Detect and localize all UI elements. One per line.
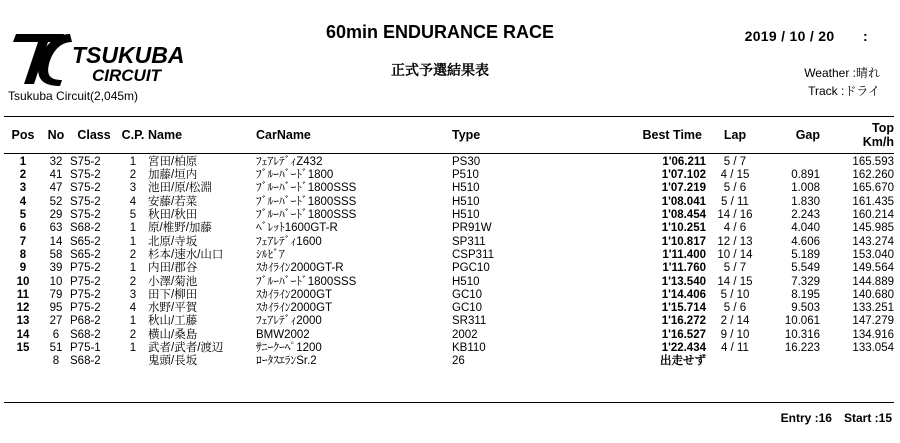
- cell-cp: 2: [129, 169, 137, 182]
- col-header-no: No: [42, 117, 70, 154]
- cell-class: S68-2: [70, 328, 101, 341]
- cell-pos: 10: [16, 275, 30, 288]
- cell-lap: 4 / 11: [721, 342, 749, 354]
- cell-best: 1'11.400: [662, 248, 706, 261]
- cell-cp: 2: [129, 275, 137, 288]
- cell-best: 1'13.540: [661, 275, 706, 288]
- race-date: 2019 / 10 / 20 :: [744, 28, 868, 44]
- cell-pos: 11: [16, 288, 30, 301]
- cell-name: 杉本/速水/山口: [148, 248, 224, 261]
- cell-lap: 5 / 6: [723, 302, 747, 315]
- cell-top: 165.593: [852, 156, 894, 168]
- cell-pos: 2: [19, 169, 27, 182]
- cell-name: 鬼頭/長坂: [148, 355, 198, 368]
- cell-best: 1'07.219: [661, 182, 706, 195]
- cell-name: 安藤/若菜: [148, 195, 198, 208]
- cell-pos: 7: [19, 235, 27, 248]
- cell-cp: 2: [129, 248, 137, 261]
- cell-type: CSP311: [452, 248, 494, 261]
- cell-best: 1'08.041: [661, 195, 706, 208]
- cell-car: ﾌﾞﾙｰﾊﾞｰﾄﾞ1800SSS: [256, 182, 357, 195]
- col-header-cp: C.P.: [118, 117, 148, 154]
- weather-label: Weather :晴れ: [804, 66, 880, 80]
- cell-best: 1'10.251: [661, 222, 706, 235]
- cell-car: ﾌﾞﾙｰﾊﾞｰﾄﾞ1800SSS: [256, 195, 357, 208]
- cell-class: S65-2: [70, 235, 101, 248]
- table-row: [4, 249, 894, 262]
- cell-cp: 4: [129, 302, 137, 315]
- cell-pos: 3: [19, 182, 27, 195]
- cell-gap: [764, 355, 820, 368]
- venue-label: Tsukuba Circuit(2,045m): [8, 89, 139, 103]
- cell-lap: 2 / 14: [720, 315, 750, 328]
- cell-car: ﾌﾞﾙｰﾊﾞｰﾄﾞ1800: [256, 169, 334, 182]
- col-header-lap: Lap: [706, 117, 764, 154]
- col-header-top: [820, 117, 894, 154]
- cell-cp: 3: [129, 288, 137, 301]
- footer-divider: [4, 402, 894, 403]
- cell-best: 1'06.211: [662, 156, 706, 168]
- cell-gap: 0.891: [791, 169, 820, 182]
- table-row: [4, 302, 894, 315]
- cell-class: S75-2: [70, 156, 101, 168]
- cell-type: SP311: [452, 235, 486, 248]
- cell-no: 47: [49, 182, 63, 195]
- cell-no: 52: [49, 195, 63, 208]
- cell-class: S68-2: [70, 355, 101, 368]
- cell-car: ﾛｰﾀｽｴﾗﾝSr.2: [256, 355, 317, 368]
- cell-class: P75-2: [70, 262, 101, 275]
- cell-car: ﾍﾞﾚｯﾄ1600GT-R: [256, 222, 338, 235]
- cell-no: 32: [49, 156, 63, 168]
- track-condition-label: Track :ドライ: [808, 84, 880, 98]
- cell-pos: 13: [16, 315, 30, 328]
- page-title: 60min ENDURANCE RACE: [325, 22, 555, 42]
- cell-gap: [764, 154, 820, 170]
- cell-no: 95: [49, 302, 63, 315]
- cell-type: H510: [452, 182, 480, 195]
- table-row: [4, 355, 894, 368]
- cell-no: 27: [49, 315, 63, 328]
- cell-car: ﾌﾞﾙｰﾊﾞｰﾄﾞ1800SSS: [256, 275, 357, 288]
- cell-name: 小澤/菊池: [148, 275, 198, 288]
- cell-gap: 8.195: [791, 288, 820, 301]
- cell-class: P75-1: [70, 342, 101, 354]
- cell-name: 池田/原/松淵: [148, 182, 212, 195]
- cell-class: P75-2: [70, 288, 101, 301]
- cell-top: 162.260: [852, 169, 894, 182]
- cell-lap: 14 / 16: [717, 209, 753, 222]
- cell-best: 1'22.434: [661, 342, 706, 354]
- cell-gap: 16.223: [784, 342, 820, 354]
- cell-pos: 1: [19, 156, 27, 168]
- cell-best: 1'16.272: [661, 315, 706, 328]
- cell-no: 79: [49, 288, 63, 301]
- cell-best: 1'15.714: [661, 302, 706, 315]
- table-row: [4, 315, 894, 328]
- cell-gap: 5.189: [791, 248, 820, 261]
- cell-cp: 1: [129, 315, 137, 328]
- cell-lap: 12 / 13: [717, 235, 753, 248]
- col-header-type: Type: [452, 117, 572, 154]
- col-header-car: CarName: [256, 117, 452, 154]
- cell-type: SR311: [452, 315, 487, 328]
- cell-top: 147.279: [852, 315, 894, 328]
- table-row: [4, 329, 894, 342]
- cell-gap: 4.606: [791, 235, 820, 248]
- cell-best: 出走せず: [660, 355, 706, 368]
- cell-gap: 9.503: [791, 302, 820, 315]
- cell-lap: 5 / 11: [721, 195, 749, 208]
- cell-best: 1'16.527: [661, 328, 706, 341]
- cell-top: 145.985: [852, 222, 894, 235]
- cell-type: GC10: [452, 302, 483, 315]
- table-row: [4, 235, 894, 248]
- cell-lap: 5 / 10: [720, 288, 750, 301]
- col-header-gap: Gap: [764, 117, 820, 154]
- cell-pos: 15: [16, 342, 30, 354]
- cell-name: 加藤/垣内: [148, 169, 198, 182]
- cell-best: 1'14.406: [661, 288, 706, 301]
- cell-top: 160.214: [852, 209, 894, 222]
- cell-class: P75-2: [70, 275, 101, 288]
- cell-car: ﾌｪｱﾚﾃﾞｨ2000: [256, 315, 322, 328]
- cell-no: 10: [49, 275, 63, 288]
- cell-name: 武者/武者/渡辺: [148, 342, 224, 354]
- logo-text-circuit: CIRCUIT: [92, 66, 161, 85]
- cell-type: H510: [452, 209, 480, 222]
- cell-pos: 6: [19, 222, 27, 235]
- cell-gap: 4.040: [791, 222, 820, 235]
- cell-pos: 9: [19, 262, 27, 275]
- cell-class: S75-2: [70, 169, 101, 182]
- cell-gap: 1.008: [791, 182, 820, 195]
- cell-type: PR91W: [452, 222, 492, 235]
- cell-name: 田下/柳田: [148, 288, 198, 301]
- cell-gap: 5.549: [791, 262, 820, 275]
- cell-cp: 2: [129, 328, 137, 341]
- cell-class: P75-2: [70, 302, 101, 315]
- table-row: [4, 289, 894, 302]
- cell-best: 1'07.102: [661, 169, 706, 182]
- col-header-pos: Pos: [4, 117, 42, 154]
- cell-name: 北原/寺坂: [148, 235, 198, 248]
- cell-name: 水野/平賀: [148, 302, 198, 315]
- cell-car: ﾌｪｱﾚﾃﾞｨZ432: [256, 156, 323, 168]
- cell-no: 58: [49, 248, 63, 261]
- cell-type: PS30: [452, 156, 481, 168]
- cell-top: 143.274: [852, 235, 894, 248]
- cell-class: S65-2: [70, 248, 101, 261]
- cell-lap: 4 / 15: [720, 169, 750, 182]
- cell-no: 63: [49, 222, 63, 235]
- cell-cp: 1: [129, 342, 137, 354]
- cell-cp: 1: [129, 156, 137, 168]
- cell-best: 1'11.760: [662, 262, 706, 275]
- cell-top: 134.916: [852, 328, 894, 341]
- cell-no: 6: [52, 328, 60, 341]
- cell-cp: 1: [129, 222, 137, 235]
- cell-best: 1'10.817: [661, 235, 706, 248]
- cell-class: S75-2: [70, 182, 101, 195]
- cell-cp: 4: [129, 195, 137, 208]
- cell-cp: 1: [129, 262, 137, 275]
- cell-gap: 10.316: [784, 328, 820, 341]
- table-row: [4, 262, 894, 275]
- table-row: [4, 182, 894, 195]
- cell-top: 133.054: [852, 342, 894, 354]
- page-subtitle: 正式予選結果表: [391, 62, 489, 78]
- cell-class: P68-2: [70, 315, 101, 328]
- cell-pos: 4: [19, 195, 27, 208]
- cell-type: H510: [452, 195, 480, 208]
- table-row: [4, 342, 894, 355]
- cell-no: 29: [49, 209, 63, 222]
- cell-lap: 14 / 15: [717, 275, 753, 288]
- table-header-row: [4, 117, 894, 154]
- cell-pos: 5: [19, 209, 27, 222]
- cell-name: 秋山/工藤: [148, 315, 198, 328]
- table-row: [4, 275, 894, 288]
- cell-top: 149.564: [852, 262, 894, 275]
- cell-type: P510: [452, 169, 479, 182]
- col-header-name: Name: [148, 117, 256, 154]
- cell-class: S75-2: [70, 209, 101, 222]
- cell-best: 1'08.454: [661, 209, 706, 222]
- cell-top: 144.889: [852, 275, 894, 288]
- cell-type: H510: [452, 275, 480, 288]
- cell-lap: 5 / 6: [723, 182, 747, 195]
- table-row: [4, 169, 894, 182]
- cell-type: KB110: [452, 342, 486, 354]
- cell-no: 8: [52, 355, 60, 368]
- cell-top: 133.251: [852, 302, 894, 315]
- entry-start-count: Entry :16 Start :15: [780, 411, 892, 425]
- cell-name: 原/椎野/加藤: [148, 222, 212, 235]
- table-row: [4, 209, 894, 222]
- cell-car: ｻﾆｰｸｰﾍﾟ1200: [256, 342, 322, 354]
- cell-cp: 1: [129, 235, 137, 248]
- cell-lap: 5 / 7: [723, 262, 747, 275]
- logo-text-tsukuba: TSUKUBA: [72, 42, 185, 68]
- results-table: [4, 116, 894, 368]
- cell-no: 39: [49, 262, 63, 275]
- cell-pos: [4, 355, 42, 368]
- cell-gap: 7.329: [791, 275, 820, 288]
- cell-no: 14: [49, 235, 63, 248]
- cell-no: 51: [49, 342, 63, 354]
- cell-car: ｽｶｲﾗｲﾝ2000GT-R: [256, 262, 344, 275]
- cell-cp: 5: [129, 209, 137, 222]
- cell-top: [820, 355, 894, 368]
- cell-lap: 4 / 6: [723, 222, 747, 235]
- table-row: [4, 154, 894, 170]
- col-header-class: Class: [70, 117, 118, 154]
- col-header-top-line2: Km/h: [862, 135, 894, 149]
- cell-pos: 8: [19, 248, 27, 261]
- cell-type: PGC10: [452, 262, 490, 275]
- cell-gap: 10.061: [784, 315, 820, 328]
- cell-type: 2002: [452, 328, 478, 341]
- cell-top: 165.670: [852, 182, 894, 195]
- cell-gap: 1.830: [791, 195, 820, 208]
- cell-lap: 5 / 7: [723, 156, 747, 168]
- table-row: [4, 222, 894, 235]
- cell-cp: [118, 355, 148, 368]
- cell-car: ﾌｪｱﾚﾃﾞｨ1600: [256, 235, 322, 248]
- cell-class: S75-2: [70, 195, 101, 208]
- col-header-top-line1: Top: [872, 120, 894, 135]
- cell-top: 153.040: [852, 248, 894, 261]
- cell-name: 横山/桑島: [148, 328, 198, 341]
- cell-car: ｽｶｲﾗｲﾝ2000GT: [256, 288, 333, 301]
- table-row: [4, 196, 894, 209]
- cell-type: GC10: [452, 288, 483, 301]
- cell-car: ﾌﾞﾙｰﾊﾞｰﾄﾞ1800SSS: [256, 209, 357, 222]
- cell-type: 26: [452, 355, 465, 368]
- cell-pos: 14: [16, 328, 30, 341]
- cell-name: 秋田/秋田: [148, 209, 198, 222]
- cell-lap: [706, 355, 764, 368]
- cell-top: 161.435: [852, 195, 894, 208]
- cell-name: 宮田/柏原: [148, 156, 198, 168]
- cell-car: ｼﾙﾋﾞｱ: [256, 248, 285, 261]
- cell-car: ｽｶｲﾗｲﾝ2000GT: [256, 302, 333, 315]
- cell-name: 内田/郡谷: [148, 262, 198, 275]
- cell-class: S68-2: [70, 222, 101, 235]
- cell-pos: 12: [16, 302, 30, 315]
- cell-lap: 9 / 10: [720, 328, 750, 341]
- cell-gap: 2.243: [791, 209, 820, 222]
- cell-car: BMW2002: [256, 328, 310, 341]
- col-header-best: Best Time: [572, 117, 706, 154]
- cell-no: 41: [49, 169, 63, 182]
- cell-lap: 10 / 14: [717, 248, 753, 261]
- cell-cp: 3: [129, 182, 137, 195]
- cell-top: 140.680: [852, 288, 894, 301]
